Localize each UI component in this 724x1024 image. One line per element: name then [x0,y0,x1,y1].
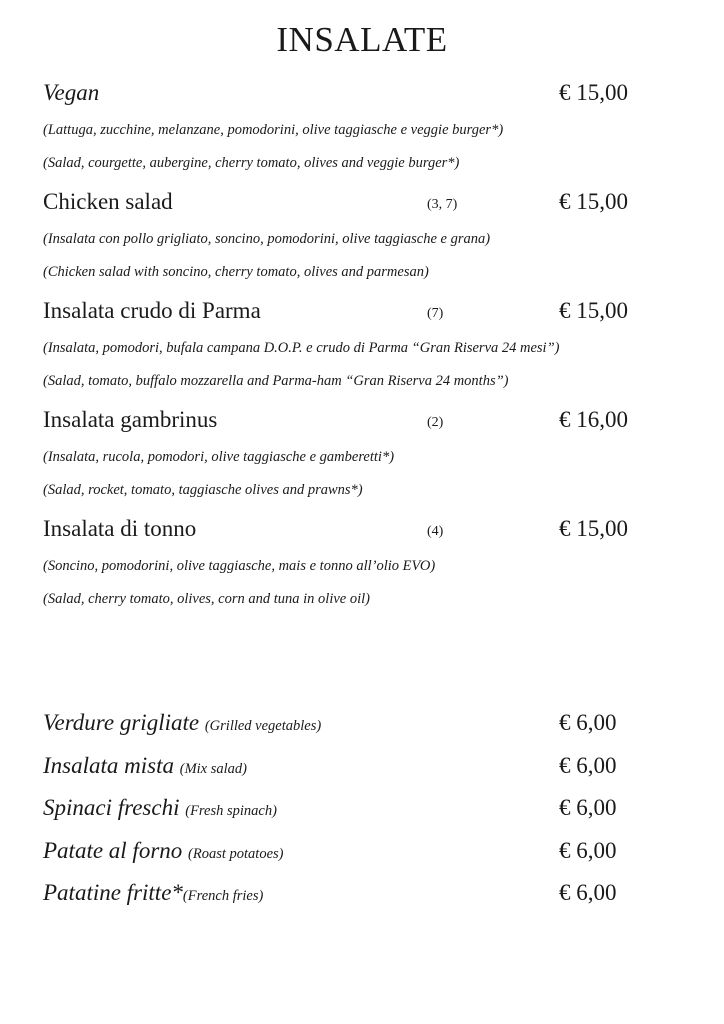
side-name-en: (French fries) [182,888,264,904]
item-description-it: (Soncino, pomodorini, olive taggiasche, mais e tonno all’olio EVO) [43,558,436,574]
menu-item-chicken-salad [43,189,683,221]
side-name [43,838,283,864]
side-name-en: (Roast potatoes) [188,846,284,862]
item-name: Vegan [43,80,100,105]
menu-item-tonno [43,516,683,548]
item-name: Insalata gambrinus [43,407,218,432]
item-price: € 15,00 [559,516,628,541]
item-price: € 15,00 [559,80,628,105]
item-description-it: (Insalata con pollo grigliato, soncino, pomodorini, olive taggiasche e grana) [43,231,491,247]
item-allergens: (4) [427,524,444,539]
side-price: € 6,00 [559,838,617,863]
side-name [43,880,263,906]
item-name: Insalata di tonno [43,516,197,541]
side-item-patate-al-forno [43,838,683,870]
side-name-en: (Grilled vegetables) [204,718,322,734]
item-name: Chicken salad [43,189,173,214]
side-item-verdure-grigliate [43,710,683,742]
side-item-spinaci-freschi [43,795,683,827]
side-name-it: Spinaci freschi [43,795,180,820]
item-description-en: (Salad, cherry tomato, olives, corn and tuna in olive oil) [43,591,371,607]
item-description-it: (Lattuga, zucchine, melanzane, pomodorini, olive taggiasche e veggie burger*) [43,122,504,138]
item-allergens: (7) [427,306,444,321]
item-price: € 15,00 [559,298,628,323]
side-name-en: (Fresh spinach) [185,803,277,819]
side-item-insalata-mista [43,753,683,785]
item-description-it: (Insalata, pomodori, bufala campana D.O.P. e crudo di Parma “Gran Riserva 24 mesi”) [43,340,560,356]
side-price: € 6,00 [559,753,617,778]
side-name [43,795,277,821]
side-name [43,710,321,736]
side-name [43,753,247,779]
side-name-it: Verdure grigliate [43,710,200,735]
side-price: € 6,00 [559,795,617,820]
side-name-it: Insalata mista [43,753,174,778]
side-price: € 6,00 [559,880,617,905]
page-title: INSALATE [276,20,448,59]
item-description-en: (Chicken salad with soncino, cherry tomato, olives and parmesan) [43,264,429,280]
item-price: € 16,00 [559,407,628,432]
side-name-it: Patate al forno [43,838,183,863]
item-allergens: (3, 7) [427,197,458,212]
item-price: € 15,00 [559,189,628,214]
side-item-patatine-fritte [43,880,683,912]
side-name-it: Patatine fritte* [43,880,183,905]
side-name-en: (Mix salad) [179,761,247,777]
menu-item-vegan [43,80,683,112]
item-name: Insalata crudo di Parma [43,298,261,323]
side-price: € 6,00 [559,710,617,735]
item-description-en: (Salad, rocket, tomato, taggiasche olives and prawns*) [43,482,363,498]
item-description-en: (Salad, courgette, aubergine, cherry tomato, olives and veggie burger*) [43,155,460,171]
item-description-en: (Salad, tomato, buffalo mozzarella and Parma-ham “Gran Riserva 24 months”) [43,373,509,389]
menu-item-crudo-di-parma [43,298,683,330]
menu-item-gambrinus [43,407,683,439]
item-allergens: (2) [427,415,444,430]
item-description-it: (Insalata, rucola, pomodori, olive taggiasche e gamberetti*) [43,449,395,465]
